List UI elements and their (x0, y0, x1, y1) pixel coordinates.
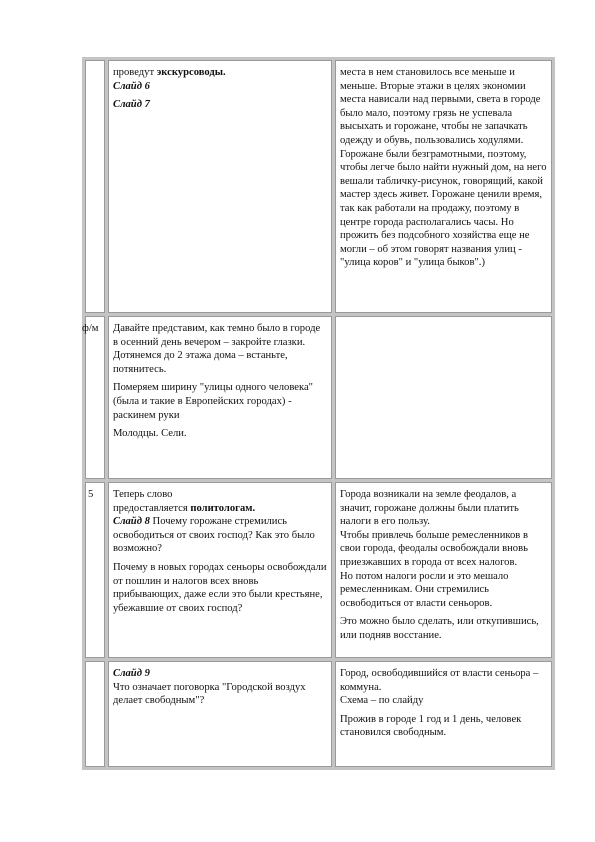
row2-p1: Давайте представим, как темно было в городе в осенний день вечером – закройте глазки. (113, 323, 321, 348)
row3-answer-p2: Чтобы привлечь больше ремесленников в свои города, феодалы освобождали вновь приезжавших в города от всех налогов. (340, 529, 528, 568)
row3-answer-cell (332, 479, 555, 661)
row4-answer-p2: Схема – по слайду (340, 695, 424, 707)
slide-8-label: Слайд 8 (113, 516, 150, 528)
row3-q2: Почему в новых городах сеньоры освобождали от пошлин и налогов всех вновь прибывающих, даже если это были крестьяне, убежавшие от своих господ? (113, 561, 327, 614)
row3-line2: предоставляется политологам. (113, 502, 256, 514)
row3-number: 5 (88, 489, 94, 500)
row1-activity-cell (105, 57, 335, 316)
row4-answer-p1: Город, освободившийся от власти сеньора – коммуна. (340, 668, 539, 693)
row4-activity-cell (105, 658, 335, 770)
row2-p2: Дотянемся до 2 этажа дома – встаньте, потянитесь. (113, 350, 288, 375)
slide-7-label: Слайд 7 (113, 99, 150, 111)
row3-answer-p1: Города возникали на земле феодалов, а значит, горожане должны были платить налоги в его пользу. (340, 489, 519, 528)
row1-answer-cell (332, 57, 555, 316)
row2-number: ф/м (82, 323, 99, 334)
row4-answer-cell (332, 658, 555, 770)
row2-activity-cell (105, 313, 335, 482)
row3-q1: Слайд 8 Почему горожане стремились освободиться от своих господ? Как это было возможно? (113, 516, 315, 555)
row3-answer-p3: Но потом налоги росли и это мешало ремесленникам. Они стремились освободиться от власти сеньоров. (340, 570, 509, 609)
row3-answer-p4: Это можно было сделать, или откупившись, или подняв восстание. (340, 616, 539, 641)
row1-activity-line1: проведут экскурсоводы. (113, 67, 226, 78)
row1-answer-text: места в нем становилось все меньше и меньше. Вторые этажи в целях экономии места нависали над первыми, света в городе было мало, поэтому грязь не успевала высыхать и горожане, чтобы не запачкать одежду и обувь, пользовались ходулями. Горожане были безграмотными, поэтому, чтобы легче было найти нужный дом, на него вешали табличку-рисунок, говорящий, какой мастер здесь живет. Горожане ценили время, так как работали на продажу, поэтому в центре города располагались часы. Но прожить без подсобного хозяйства еще не могли – об этом говорят названия улиц - "улица коров" и "улица быков".) (340, 67, 547, 269)
row4-answer-p3: Прожив в городе 1 год и 1 день, человек становился свободным. (340, 713, 522, 739)
slide-9-label: Слайд 9 (113, 668, 150, 679)
row3-line1: Теперь слово (113, 489, 173, 500)
row2-answer-cell (332, 313, 555, 482)
slide-6-label: Слайд 6 (113, 80, 150, 92)
row2-p3: Померяем ширину "улицы одного человека" (была и такие в Европейских городах) - раскинем руки (113, 382, 313, 421)
row4-question: Что означает поговорка "Городской воздух делает свободным"? (113, 681, 306, 707)
row3-activity-cell (105, 479, 335, 661)
row2-p4: Молодцы. Сели. (113, 428, 187, 440)
